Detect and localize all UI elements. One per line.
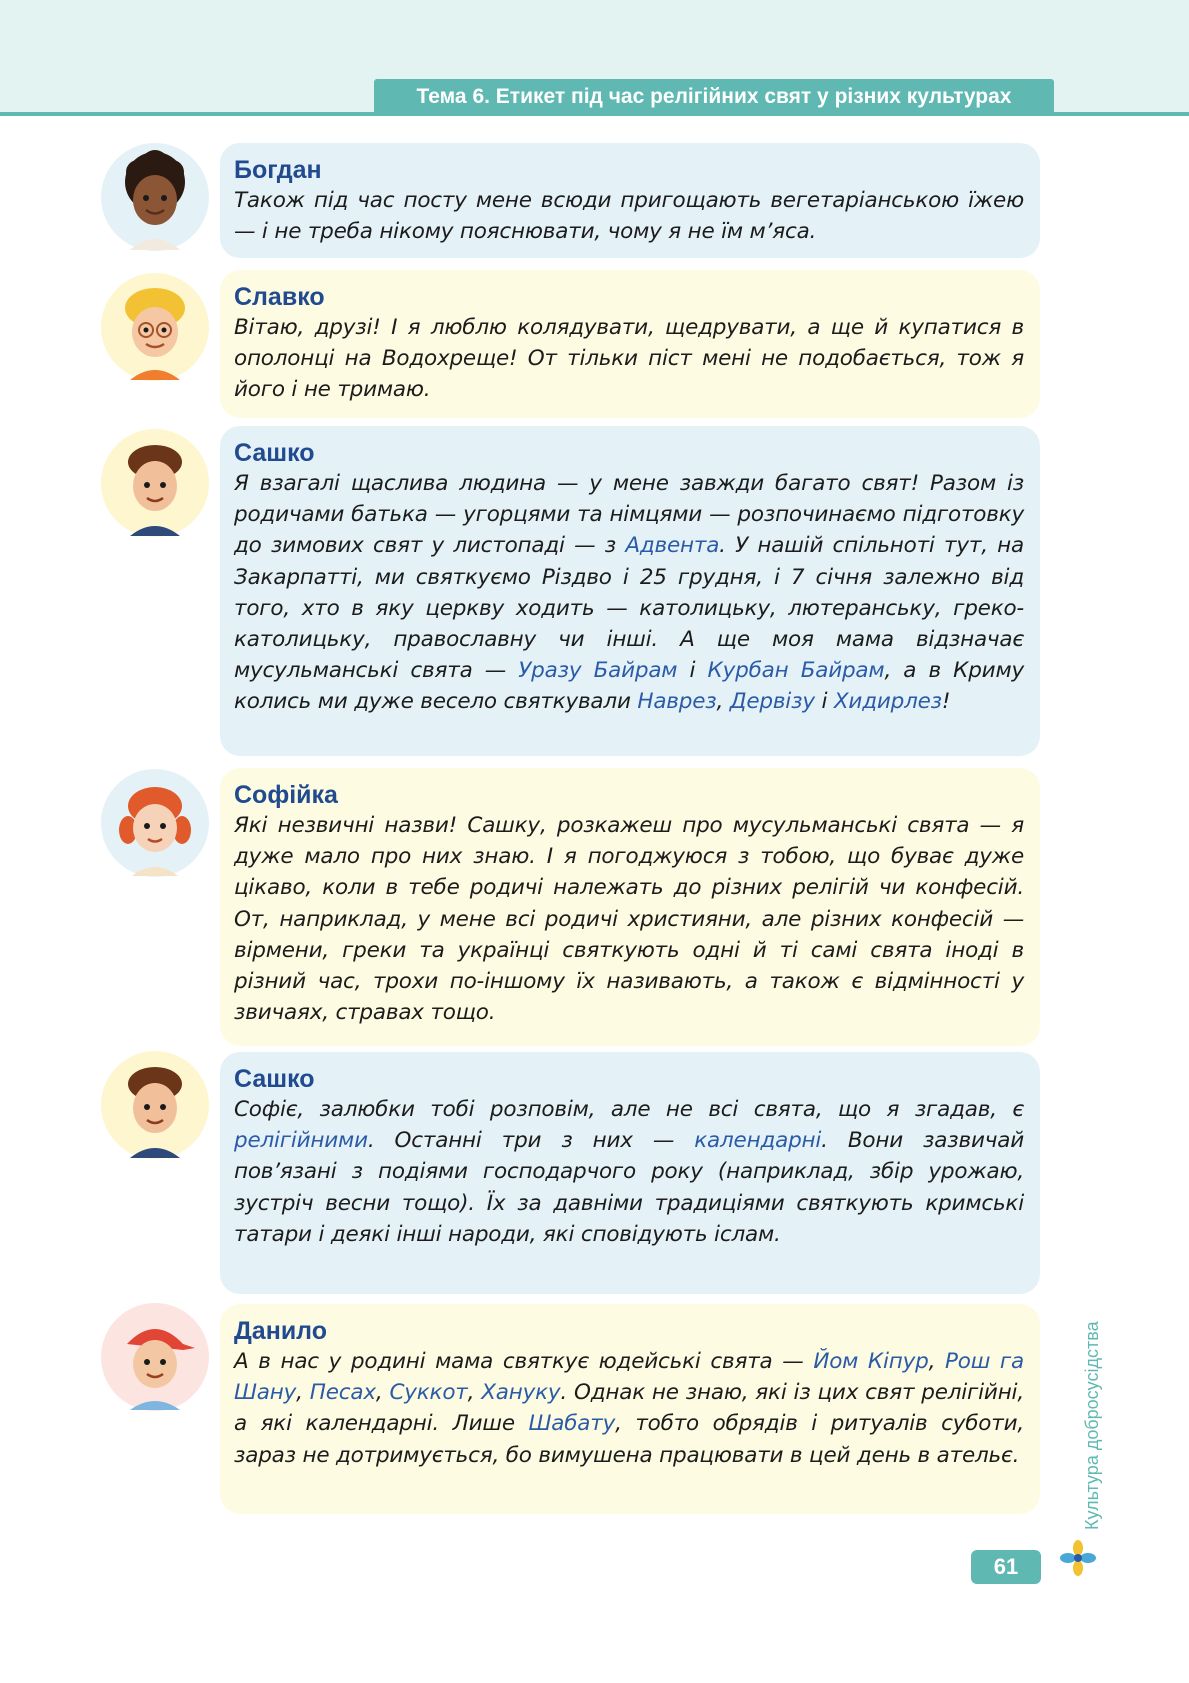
avatar-bogdan-icon [100, 142, 210, 252]
avatar-sashko-icon [100, 428, 210, 538]
highlighted-term: Песах [309, 1380, 376, 1406]
speech-text [234, 468, 1024, 718]
avatar-slavko-icon [100, 272, 210, 382]
topic-title: Тема 6. Етикет під час релігійних свят у різних культурах [374, 79, 1054, 115]
avatar-sofiika-icon [100, 768, 210, 878]
dialogue-bubble [220, 143, 1040, 258]
text-segment: , а в Криму колись ми дуже весело святкували [234, 658, 1024, 715]
avatar-danylo-icon [100, 1302, 210, 1412]
text-segment: , [375, 1380, 390, 1406]
highlighted-term: релігійними [234, 1128, 368, 1154]
highlighted-term: Шабату [528, 1411, 616, 1437]
text-segment: Я взагалі щаслива людина — у мене завжди багато свят! Разом із родичами батька — угорцями та німцями — розпочинаємо підготовку до зимових свят у листопаді — з [234, 471, 1024, 559]
text-segment: , [296, 1380, 310, 1406]
dialogue-bubble [220, 426, 1040, 756]
highlighted-term: Хануку [481, 1380, 561, 1406]
speaker-name: Богдан [234, 156, 322, 184]
text-segment: , [928, 1349, 945, 1374]
text-segment: , [716, 689, 730, 715]
highlighted-term: Наврез [637, 689, 717, 715]
highlighted-term: Йом Кіпур [813, 1349, 929, 1374]
text-segment: , тобто обрядів і ритуалів суботи, зараз не дотримується, бо вимушена працювати в цей день в ательє. [234, 1411, 1024, 1468]
dialogue-bubble [220, 768, 1040, 1046]
highlighted-term: Курбан Байрам [707, 658, 885, 684]
speech-text [234, 1094, 1024, 1250]
highlighted-term: календарні [694, 1128, 822, 1154]
text-segment: А в нас у родині мама святкує юдейські свята — [234, 1349, 814, 1374]
highlighted-term: Хидирлез [833, 689, 942, 715]
speech-text [234, 312, 1024, 406]
speech-text [234, 1346, 1024, 1471]
text-segment: . Останні три з них — [367, 1128, 695, 1154]
text-segment: Також під час посту мене всюди пригощають вегетаріанською їжею — і не треба нікому пояснювати, чому я не їм м’яса. [234, 188, 1024, 245]
highlighted-term: Суккот [389, 1380, 468, 1406]
speaker-name: Сашко [234, 1065, 315, 1093]
speech-text [234, 185, 1024, 247]
speaker-name: Данило [234, 1317, 328, 1345]
speaker-name: Софійка [234, 781, 338, 809]
page-number: 61 [971, 1550, 1041, 1584]
highlighted-term: Адвента [625, 533, 720, 559]
text-segment: Які незвичні назви! Сашку, розкажеш про мусульманські свята — я дуже мало про них знаю. І я погоджуюся з тобою, що буває дуже цікаво, коли в тебе родичі належать до різних релігій чи конфесій. От, наприклад, у мене всі родичі християни, але різних конфесій — вірмени, греки та українці святкують одні й ті самі свята іноді в різний час, трохи по-іншому їх називають, а також є відмінності у звичаях, стравах тощо. [234, 813, 1024, 1026]
speaker-name: Сашко [234, 439, 315, 467]
text-segment: Софіє, залюбки тобі розповім, але не всі свята, що я згадав, є [234, 1097, 1024, 1122]
highlighted-term: Рош га Шану [234, 1349, 1024, 1406]
highlighted-term: Дервізу [729, 689, 815, 715]
text-segment: ! [941, 689, 951, 715]
dialogue-bubble [220, 1304, 1040, 1514]
text-segment: . У нашій спільноті тут, на Закарпатті, ми святкуємо Різдво і 25 грудня, і 7 січня залежно від того, хто в яку церкву ходить — католицьку, лютеранську, греко-католицьку, православну чи інші. А ще моя мама відзначає мусульманські свята — [234, 533, 1024, 684]
text-segment: і [677, 658, 708, 684]
avatar-sashko-icon [100, 1050, 210, 1160]
highlighted-term: Уразу Байрам [518, 658, 678, 684]
speaker-name: Славко [234, 283, 325, 311]
speech-text [234, 810, 1024, 1028]
dialogue-bubble [220, 1052, 1040, 1294]
side-caption: Культура добросусідства [1082, 1321, 1102, 1530]
text-segment: , [467, 1380, 482, 1406]
text-segment: . Однак не знаю, які із цих свят релігійні, а які календарні. Лише [234, 1380, 1024, 1437]
text-segment: і [814, 689, 834, 715]
flower-icon [1060, 1540, 1096, 1576]
text-segment: . Вони зазвичай пов’язані з подіями господарчого року (наприклад, збір урожаю, зустріч весни тощо). Їх за давніми традиціями святкують кримські татари і деякі інші народи, які сповідують іслам. [234, 1128, 1024, 1247]
dialogue-bubble [220, 270, 1040, 418]
text-segment: Вітаю, друзі! І я люблю колядувати, щедрувати, а ще й купатися в ополонці на Водохреще! От тільки піст мені не подобається, тож я його і не тримаю. [234, 315, 1024, 403]
